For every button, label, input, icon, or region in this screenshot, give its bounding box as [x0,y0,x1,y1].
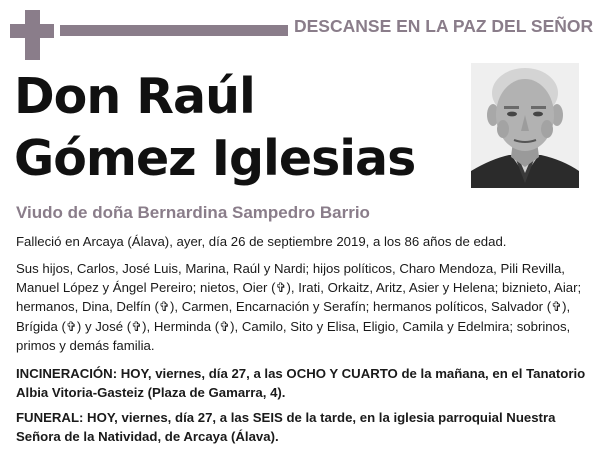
deceased-name-line2: Gómez Iglesias [14,130,416,187]
cremation-notice: INCINERACIÓN: HOY, viernes, día 27, a las OCHO Y CUARTO de la mañana, en el Tanatorio Albia Vitoria-Gasteiz (Plaza de Gamarra, 4). [16,366,586,401]
portrait-image [471,63,579,188]
deceased-portrait-photo [471,63,579,188]
death-notice-text: Falleció en Arcaya (Álava), ayer, día 26 de septiembre 2019, a los 86 años de edad. [16,234,507,249]
header-divider-bar [60,25,288,36]
family-list-text: Sus hijos, Carlos, José Luis, Marina, Raúl y Nardi; hijos políticos, Charo Mendoza, Pili Revilla, Manuel López y Ángel Pereiro; nietos, Oier (✞), Irati, Orkaitz, Aritz, Asier y Helena; biznieto, Aiar; hermanos, Dina, Delfín (✞), Carmen, Encarnación y Serafín; hermanos políticos, Salvador (✞), Brígida (✞) y José (✞), Herminda (✞), Camilo, Sito y Elisa, Eligio, Camila y Edelmira; sobrinos, primos y demás familia. [16,261,582,353]
header-title: DESCANSE EN LA PAZ DEL SEÑOR [294,16,594,36]
funeral-notice: FUNERAL: HOY, viernes, día 27, a las SEIS de la tarde, en la iglesia parroquial Nuestra Señora de la Natividad, de Arcaya (Álava). [16,410,556,445]
widower-subtitle: Viudo de doña Bernardina Sampedro Barrio [16,203,370,222]
cross-horizontal-bar [10,24,54,38]
deceased-name-line1: Don Raúl [14,68,255,125]
cross-icon [0,0,60,60]
